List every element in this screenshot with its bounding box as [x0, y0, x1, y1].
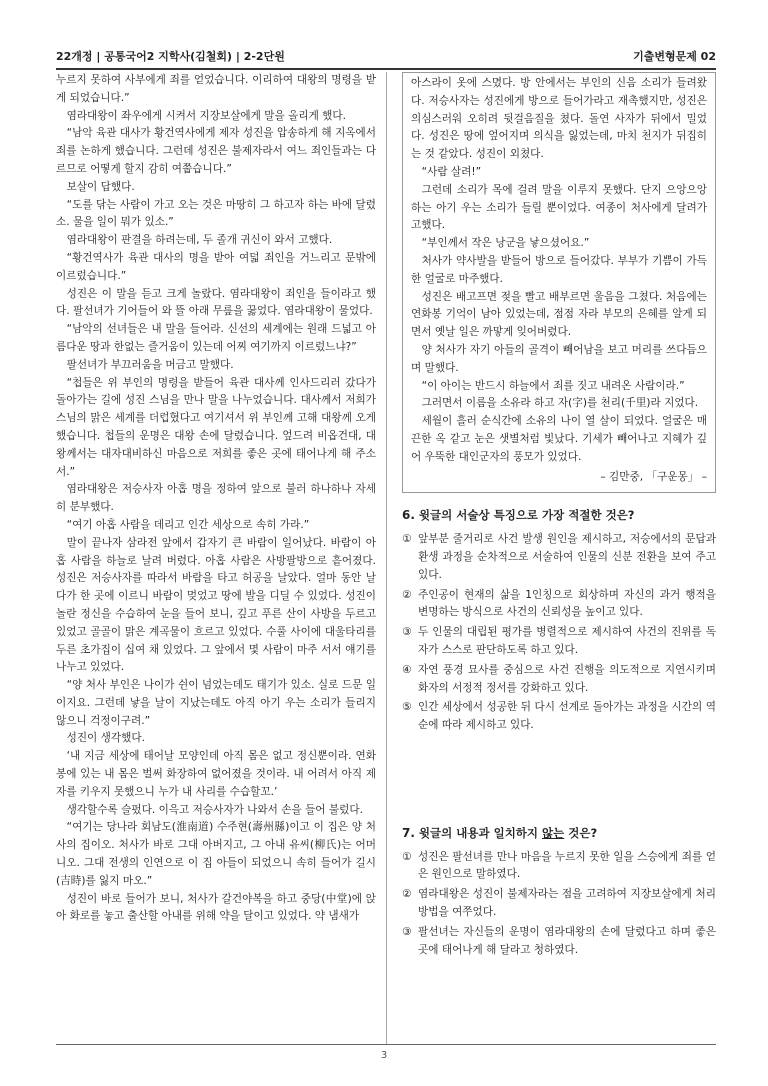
- passage-paragraph: 염라대왕이 판결을 하려는데, 두 졸개 귀신이 와서 고했다.: [66, 234, 333, 247]
- option-number: ①: [402, 533, 412, 546]
- question-7-text-after: 것은?: [564, 825, 598, 840]
- passage-paragraph: “양 처사 부인은 나이가 쉰이 넘었는데도 태기가 있소. 실로 드문 일이지요. 그런데 낳을 날이 지났는데도 아직 아기 우는 소리가 들리지 않으니 걱정이구려.”: [56, 679, 376, 727]
- option-text: 앞부분 줄거리로 사건 발생 원인을 제시하고, 저승에서의 문답과 환생 과정을 순차적으로 서술하여 인물의 신분 전환을 보여 주고 있다.: [418, 533, 716, 581]
- passage-paragraph: 성진이 바로 들어가 보니, 처사가 갈건야복을 하고 중당(中堂)에 앉아 화로를 놓고 출산할 아내를 위해 약을 달이고 있었다. 약 냄새가: [56, 892, 376, 923]
- question-6-stem: [402, 507, 716, 525]
- option-number: ④: [402, 663, 412, 676]
- answer-option[interactable]: [402, 587, 716, 623]
- passage-paragraph: 염라대왕은 저승사자 아홉 명을 정하여 앞으로 불러 하나하나 자세히 분부했다.: [56, 483, 376, 514]
- passage-paragraph: 양 처사가 자기 아들의 골격이 빼어남을 보고 머리를 쓰다듬으며 말했다.: [411, 343, 707, 374]
- option-number: ③: [402, 925, 412, 938]
- passage-paragraph: ‘내 지금 세상에 태어날 모양인데 아직 몸은 없고 정신뿐이라. 연화봉에 있는 내 몸은 벌써 화장하여 없어졌을 것이라. 내 어려서 아직 제자를 키우지 못했으니 누가 내 사리를 수습할꼬.’: [56, 750, 376, 798]
- right-column: [402, 72, 716, 1040]
- passage-paragraph: 성진이 생각했다.: [66, 732, 145, 745]
- question-6: [402, 507, 716, 735]
- passage-paragraph: 세월이 흘러 순식간에 소유의 나이 열 살이 되었다. 얼굴은 매끈한 옥 같고 눈은 샛별처럼 빛났다. 기세가 빼어나고 지혜가 깊어 우뚝한 대인군자의 풍모가 있었다.: [411, 415, 707, 463]
- question-7-number: 7.: [402, 825, 415, 840]
- passage-paragraph: 말이 끝나자 삼라전 앞에서 갑자기 큰 바람이 일어났다. 바람이 아홉 사람을 하늘로 날려 버렸다. 아홉 사람은 사방팔방으로 흩어졌다. 성진은 저승사자를 따라서 바람을 타고 허공을 날았다. 얼마 동안 날다가 한 곳에 이르니 바람이 멎었고 땅에 발을 디딜 수 있었다. 성진이 놀란 정신을 수습하여 눈을 들어 보니, 깊고 푸른 산이 사방을 두르고 있었고 골골이 맑은 계곡물이 흐르고 있었다. 수풀 사이에 대울타리를 두른 초가집이 십여 채 있었다. 그 앞에서 몇 사람이 마주 서서 얘기를 나누고 있었다.: [56, 536, 376, 674]
- question-7: [402, 825, 716, 960]
- option-text: 인간 세상에서 성공한 뒤 다시 선계로 돌아가는 과정을 시간의 역순에 따라 제시하고 있다.: [418, 701, 716, 732]
- passage-paragraph: 처사가 약사발을 받들어 방으로 들어갔다. 부부가 기쁨이 가득한 얼굴로 마주했다.: [411, 254, 707, 285]
- option-text: 성진은 팔선녀를 만나 마음을 누르지 못한 일을 스승에게 죄를 얻은 원인으로 말하였다.: [418, 850, 716, 881]
- passage-right-box: [402, 72, 716, 493]
- answer-option[interactable]: [402, 624, 716, 660]
- passage-paragraph: “여기 아홉 사람을 데리고 인간 세상으로 속히 가라.”: [66, 518, 310, 531]
- passage-paragraph: 그러면서 이름을 소유라 하고 자(字)를 천리(千里)라 지었다.: [421, 397, 699, 410]
- passage-paragraph: “사람 살려!”: [421, 165, 482, 178]
- question-6-text: 윗글의 서술상 특징으로 가장 적절한 것은?: [418, 508, 635, 523]
- passage-paragraph: 아스라이 옷에 스몄다. 방 안에서는 부인의 신음 소리가 들려왔다. 저승사자는 성진에게 방으로 들어가라고 재촉했지만, 성진은 의심스러워 오히려 뒷걸음질을 쳤다. 돌연 사자가 뒤에서 밀었다. 성진은 땅에 엎어지며 의식을 잃었는데, 마치 천지가 뒤집히는 것 같았다. 성진이 외쳤다.: [411, 77, 707, 161]
- answer-option[interactable]: [402, 886, 716, 922]
- page-number: 3: [380, 1050, 388, 1061]
- answer-option[interactable]: [402, 662, 716, 698]
- option-text: 팔선녀는 자신들의 운명이 염라대왕의 손에 달렸다고 하며 좋은 곳에 태어나게 해 달라고 청하였다.: [418, 925, 716, 956]
- answer-option[interactable]: [402, 699, 716, 735]
- passage-paragraph: 생각할수록 슬펐다. 이윽고 저승사자가 나와서 손을 들어 불렀다.: [66, 803, 363, 816]
- page-header: [56, 44, 716, 70]
- passage-paragraph: 누르지 못하여 사부에게 죄를 얻었습니다. 이리하여 대왕의 명령을 받게 되었습니다.”: [56, 74, 376, 104]
- option-number: ①: [402, 850, 412, 863]
- question-6-number: 6.: [402, 508, 415, 523]
- answer-option[interactable]: [402, 849, 716, 885]
- option-number: ③: [402, 626, 412, 639]
- question-7-text-before: 윗글의 내용과 일치하지: [418, 825, 543, 840]
- passage-paragraph: “도를 닦는 사람이 가고 오는 것은 마땅히 그 하고자 하는 바에 달렸소. 물을 일이 뭐가 있소.”: [56, 198, 376, 229]
- question-7-text-underlined: 않는: [542, 825, 565, 840]
- answer-option[interactable]: [402, 924, 716, 960]
- answer-option[interactable]: [402, 531, 716, 584]
- header-section-title: 기출변형문제 02: [633, 50, 716, 63]
- passage-source: – 김만중, 「구운몽」 –: [600, 470, 707, 483]
- option-number: ②: [402, 588, 412, 601]
- option-text: 주인공이 현재의 삶을 1인칭으로 회상하며 자신의 과거 행적을 변명하는 방식으로 사건의 신뢰성을 높이고 있다.: [418, 588, 716, 619]
- passage-paragraph: “부인께서 작은 낭군을 낳으셨어요.”: [421, 237, 590, 250]
- question-7-stem: [402, 825, 716, 843]
- option-text: 염라대왕은 성진이 불제자라는 점을 고려하여 지장보살에게 처리 방법을 여쭈었다.: [418, 888, 716, 919]
- option-text: 두 인물의 대립된 평가를 병렬적으로 제시하여 사건의 진위를 독자가 스스로 판단하도록 하고 있다.: [418, 626, 716, 656]
- passage-left-column: [56, 72, 376, 1040]
- passage-paragraph: 성진은 배고프면 젖을 빨고 배부르면 울음을 그쳤다. 처음에는 연화봉 기억이 남아 있었는데, 점점 자라 부모의 은혜를 알게 되면서 옛날 일은 까맣게 잊어버렸다.: [411, 290, 707, 339]
- page-footer-line: [56, 1044, 716, 1045]
- passage-paragraph: “이 아이는 반드시 하늘에서 죄를 짓고 내려온 사람이라.”: [421, 379, 685, 392]
- column-divider: [386, 72, 387, 1044]
- passage-paragraph: 팔선녀가 부끄러움을 머금고 말했다.: [66, 358, 234, 371]
- passage-paragraph: “남악 육관 대사가 황건역사에게 제자 성진을 압송하게 해 지옥에서 죄를 논하게 했습니다. 그런데 성진은 불제자라서 여느 죄인들과는 다르므로 어떻게 할지 감히 여쭙습니다.”: [56, 127, 376, 175]
- passage-paragraph: “남악의 선녀들은 내 말을 들어라. 신선의 세계에는 원래 드넓고 아름다운 땅과 한없는 즐거움이 있는데 어찌 여기까지 이르렀느냐?”: [56, 323, 376, 353]
- passage-paragraph: “여기는 당나라 회남도(淮南道) 수주현(壽州縣)이고 이 집은 양 처사의 집이오. 처사가 바로 그대 아버지고, 그 아내 유씨(柳氏)는 어머니오. 그대 전생의 인연으로 이 집 아들이 되었으니 속히 들어가 길시(吉時)를 잃지 마오.”: [56, 821, 376, 887]
- option-number: ⑤: [402, 701, 412, 714]
- passage-paragraph: “첩들은 위 부인의 명령을 받들어 육관 대사께 인사드리러 갔다가 돌아가는 길에 성진 스님을 만나 말을 나누었습니다. 대사께서 저희가 스님의 맑은 세계를 더럽혔다고 여기셔서 위 부인께 고해 대왕께 오게 했습니다. 첩들의 운명은 대왕 손에 달렸습니다. 엎드려 비옵건대, 대왕께서는 대자대비하신 마음으로 저희를 좋은 곳에 태어나게 해 주소서.”: [56, 376, 376, 478]
- passage-paragraph: “황건역사가 육관 대사의 명을 받아 여덟 죄인을 거느리고 문밖에 이르렀습니다.”: [56, 251, 376, 282]
- passage-paragraph: 보살이 답했다.: [66, 180, 135, 193]
- option-text: 자연 풍경 묘사를 중심으로 사건 진행을 의도적으로 지연시키며 화자의 서정적 정서를 강화하고 있다.: [418, 663, 716, 694]
- header-course-info: 22개정 | 공통국어2 지학사(김철회) | 2-2단원: [56, 50, 285, 63]
- passage-paragraph: 그런데 소리가 목에 걸려 말을 이루지 못했다. 단지 으앙으앙 하는 아기 우는 소리가 들릴 뿐이었다. 여종이 처사에게 달려가 고했다.: [411, 183, 707, 232]
- option-number: ②: [402, 888, 412, 901]
- passage-paragraph: 성진은 이 말을 듣고 크게 놀랐다. 염라대왕이 죄인을 들이라고 했다. 팔선녀가 기어들어 와 뜰 아래 무릎을 꿇었다. 염라대왕이 물었다.: [56, 287, 376, 318]
- passage-paragraph: 염라대왕이 좌우에게 시켜서 지장보살에게 말을 올리게 했다.: [66, 109, 347, 122]
